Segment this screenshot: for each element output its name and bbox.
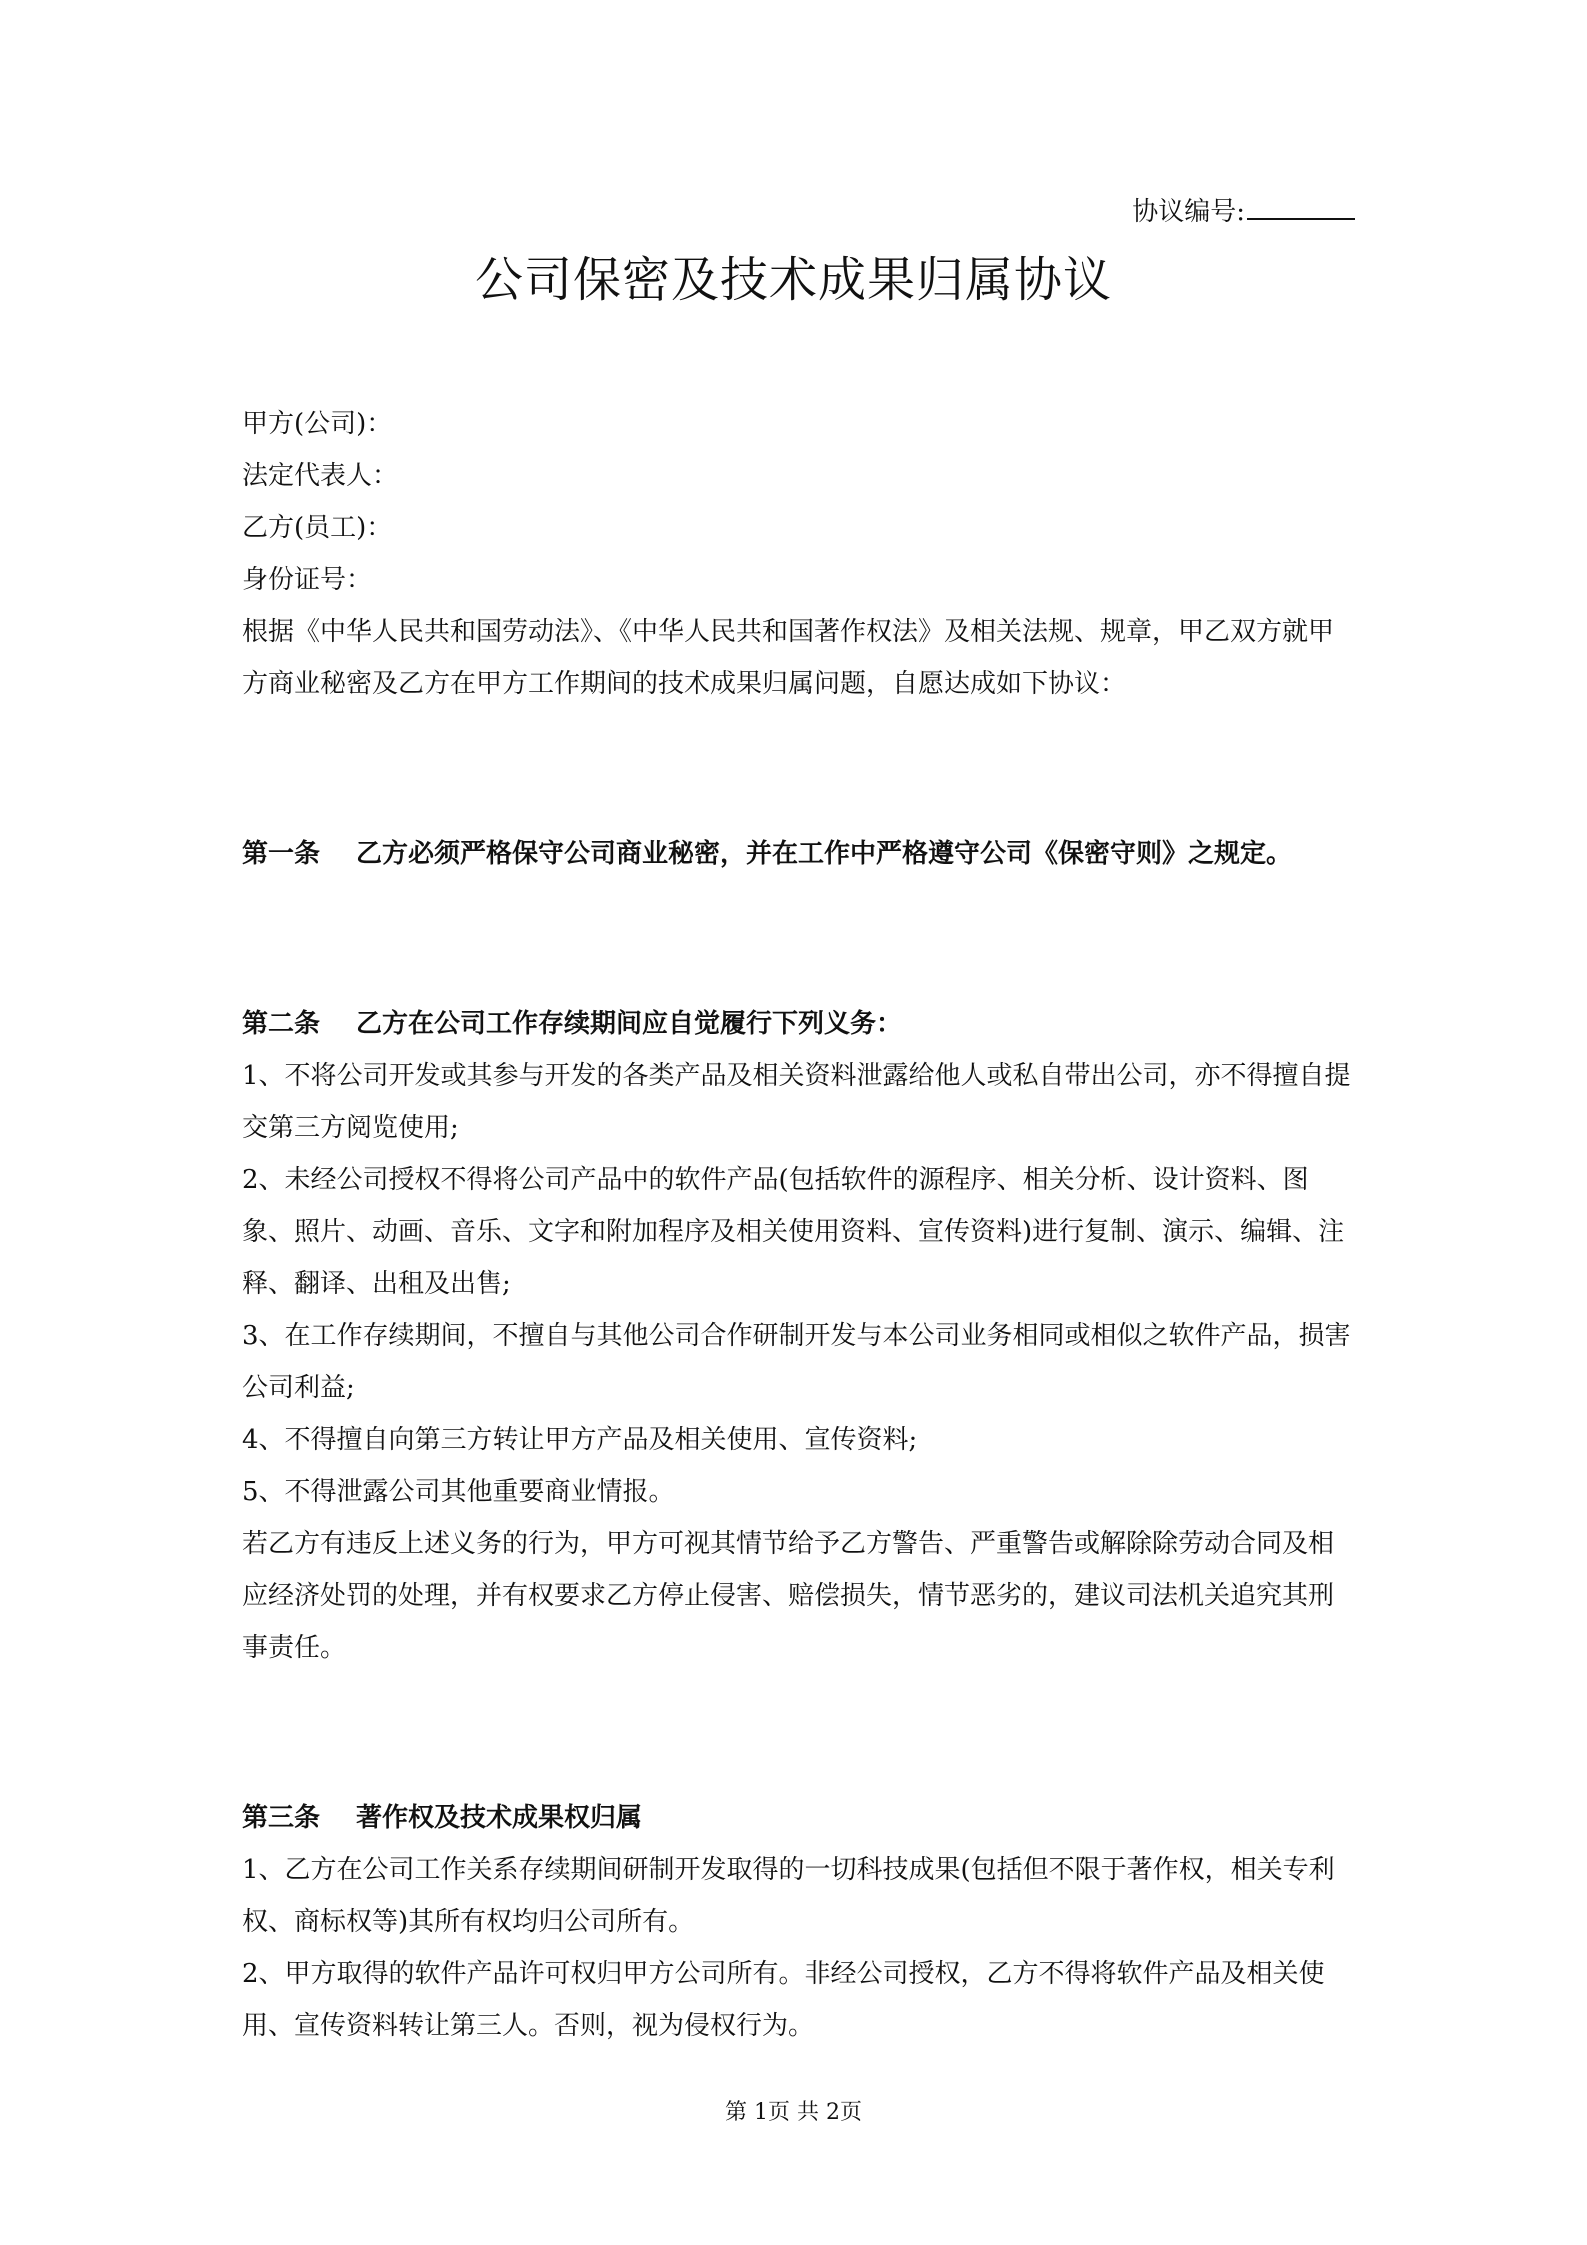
- article-2-item: 5、不得泄露公司其他重要商业情报。: [242, 1477, 675, 1507]
- agreement-number: [1132, 192, 1355, 230]
- spacer: [242, 1674, 1356, 1792]
- article-1-heading: [242, 828, 1356, 880]
- preamble: 根据《中华人民共和国劳动法》、《中华人民共和国著作权法》及相关法规、规章，甲乙双方就甲方商业秘密及乙方在甲方工作期间的技术成果归属问题，自愿达成如下协议：: [242, 617, 1335, 699]
- article-2-item: 4、不得擅自向第三方转让甲方产品及相关使用、宣传资料;: [242, 1425, 918, 1455]
- article-1-number: 第一条: [242, 839, 321, 869]
- article-2-item: 1、不将公司开发或其参与开发的各类产品及相关资料泄露给他人或私自带出公司，亦不得擅自提交第三方阅览使用;: [242, 1061, 1351, 1143]
- article-2-penalty: 若乙方有违反上述义务的行为，甲方可视其情节给予乙方警告、严重警告或解除除劳动合同及相应经济处罚的处理，并有权要求乙方停止侵害、赔偿损失，情节恶劣的，建议司法机关追究其刑事责任。: [242, 1529, 1335, 1663]
- party-a-line: 甲方(公司)：: [242, 409, 393, 439]
- article-3-number: 第三条: [242, 1803, 321, 1833]
- article-1-text: 乙方必须严格保守公司商业秘密，并在工作中严格遵守公司《保密守则》之规定。: [356, 839, 1293, 869]
- article-2-item: 3、在工作存续期间，不擅自与其他公司合作研制开发与本公司业务相同或相似之软件产品，损害公司利益;: [242, 1321, 1351, 1403]
- article-3-heading: [242, 1792, 1356, 1844]
- article-2-number: 第二条: [242, 1009, 321, 1039]
- party-b-line: 乙方(员工)：: [242, 513, 393, 543]
- agreement-number-blank: [1247, 192, 1355, 220]
- article-3-item: 1、乙方在公司工作关系存续期间研制开发取得的一切科技成果(包括但不限于著作权，相关专利权、商标权等)其所有权均归公司所有。: [242, 1855, 1335, 1937]
- id-number-line: 身份证号：: [242, 565, 373, 595]
- spacer: [242, 880, 1356, 998]
- article-2-text: 乙方在公司工作存续期间应自觉履行下列义务：: [356, 1009, 903, 1039]
- legal-rep-line: 法定代表人：: [242, 461, 399, 491]
- article-2-heading: [242, 998, 1356, 1050]
- article-2-item: 2、未经公司授权不得将公司产品中的软件产品(包括软件的源程序、相关分析、设计资料、图象、照片、动画、音乐、文字和附加程序及相关使用资料、宣传资料)进行复制、演示、编辑、注释、翻译、出租及出售;: [242, 1165, 1345, 1299]
- document-title: 公司保密及技术成果归属协议: [474, 252, 1112, 308]
- article-3-text: 著作权及技术成果权归属: [356, 1803, 643, 1833]
- spacer: [242, 710, 1356, 828]
- article-3-item: 2、甲方取得的软件产品许可权归甲方公司所有。非经公司授权，乙方不得将软件产品及相关使用、宣传资料转让第三人。否则，视为侵权行为。: [242, 1959, 1325, 2041]
- document-body: [242, 398, 1356, 2052]
- page-footer: 第 1页 共 2页: [725, 2100, 862, 2125]
- agreement-number-label: 协议编号:: [1132, 197, 1245, 227]
